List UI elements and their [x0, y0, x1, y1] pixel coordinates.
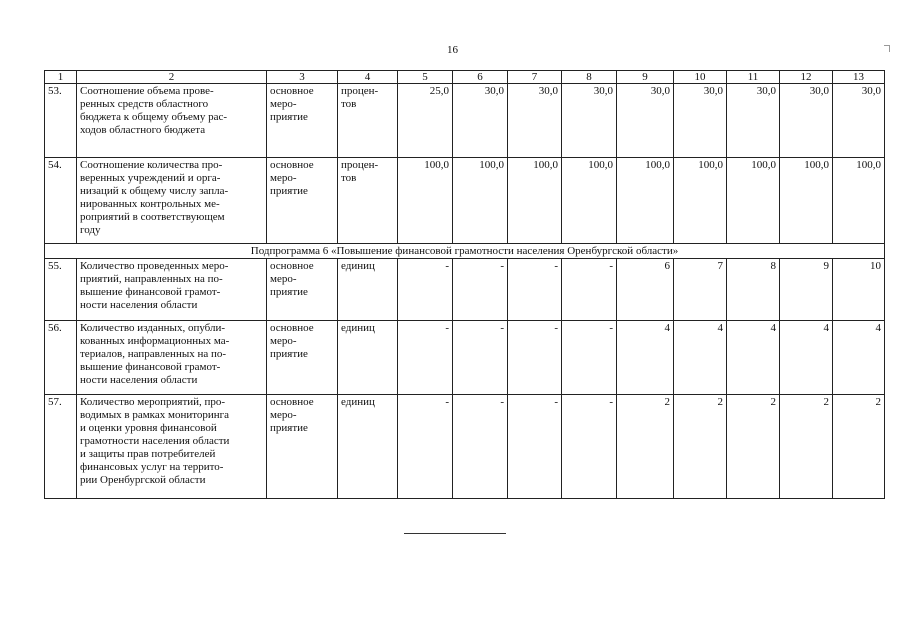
year-value: 2 — [727, 395, 780, 499]
year-value: - — [398, 321, 453, 395]
year-value: - — [453, 321, 508, 395]
column-header: 8 — [562, 71, 617, 84]
year-value: - — [398, 395, 453, 499]
year-value: 7 — [674, 259, 727, 321]
year-value: 100,0 — [453, 158, 508, 244]
table-row — [45, 321, 885, 395]
year-value: 30,0 — [833, 84, 885, 158]
indicator-name: Количество мероприятий, про- водимых в рамках мониторинга и оценки уровня финансовой грамотности населения области и защиты прав потребителей финансовых услуг на террито- рии Оренбургской области — [77, 395, 267, 499]
column-header: 7 — [508, 71, 562, 84]
year-value: 4 — [833, 321, 885, 395]
indicator-name: Соотношение объема прове- ренных средств областного бюджета к общему объему рас- ходов областного бюджета — [77, 84, 267, 158]
year-value: 2 — [780, 395, 833, 499]
unit-of-measure: единиц — [338, 321, 398, 395]
column-header: 9 — [617, 71, 674, 84]
indicator-kind: основное меро- приятие — [267, 259, 338, 321]
year-value: 4 — [617, 321, 674, 395]
year-value: 30,0 — [727, 84, 780, 158]
indicator-kind: основное меро- приятие — [267, 158, 338, 244]
unit-of-measure: процен- тов — [338, 158, 398, 244]
year-value: 4 — [780, 321, 833, 395]
row-number: 56. — [45, 321, 77, 395]
indicator-name: Соотношение количества про- веренных учреждений и орга- низаций к общему числу запла- нированных контрольных ме- роприятий в соответствующем году — [77, 158, 267, 244]
unit-of-measure: единиц — [338, 259, 398, 321]
year-value: 8 — [727, 259, 780, 321]
indicators-table — [44, 70, 885, 499]
row-number: 55. — [45, 259, 77, 321]
table-row — [45, 259, 885, 321]
year-value: 6 — [617, 259, 674, 321]
column-header: 4 — [338, 71, 398, 84]
year-value: 100,0 — [780, 158, 833, 244]
year-value: 100,0 — [508, 158, 562, 244]
page-number: 16 — [447, 44, 458, 56]
year-value: 2 — [617, 395, 674, 499]
year-value: 10 — [833, 259, 885, 321]
table-row — [45, 395, 885, 499]
year-value: 4 — [727, 321, 780, 395]
year-value: 100,0 — [674, 158, 727, 244]
unit-of-measure: единиц — [338, 395, 398, 499]
column-header: 2 — [77, 71, 267, 84]
column-header: 13 — [833, 71, 885, 84]
column-header: 5 — [398, 71, 453, 84]
row-number: 53. — [45, 84, 77, 158]
table-row — [45, 84, 885, 158]
year-value: - — [453, 395, 508, 499]
year-value: 30,0 — [617, 84, 674, 158]
year-value: 25,0 — [398, 84, 453, 158]
table-row — [45, 158, 885, 244]
indicator-kind: основное меро- приятие — [267, 395, 338, 499]
year-value: 100,0 — [398, 158, 453, 244]
indicator-name: Количество изданных, опубли- кованных информационных ма- териалов, направленных на по- вышение финансовой грамот- ности населения области — [77, 321, 267, 395]
column-header: 6 — [453, 71, 508, 84]
year-value: 2 — [674, 395, 727, 499]
year-value: 30,0 — [674, 84, 727, 158]
year-value: - — [508, 395, 562, 499]
year-value: 30,0 — [562, 84, 617, 158]
scan-mark — [889, 46, 890, 52]
year-value: - — [562, 321, 617, 395]
year-value: - — [453, 259, 508, 321]
column-header: 11 — [727, 71, 780, 84]
year-value: 100,0 — [833, 158, 885, 244]
year-value: 30,0 — [780, 84, 833, 158]
indicator-kind: основное меро- приятие — [267, 321, 338, 395]
year-value: - — [398, 259, 453, 321]
column-header: 10 — [674, 71, 727, 84]
year-value: 30,0 — [453, 84, 508, 158]
subprogram-title: Подпрограмма 6 «Повышение финансовой грамотности населения Оренбургской области» — [45, 244, 885, 259]
year-value: - — [562, 259, 617, 321]
year-value: - — [508, 259, 562, 321]
column-header: 12 — [780, 71, 833, 84]
unit-of-measure: процен- тов — [338, 84, 398, 158]
header-row — [45, 71, 885, 84]
section-row — [45, 244, 885, 259]
row-number: 54. — [45, 158, 77, 244]
year-value: 2 — [833, 395, 885, 499]
year-value: 100,0 — [727, 158, 780, 244]
indicator-name: Количество проведенных меро- приятий, направленных на по- вышение финансовой грамот- ности населения области — [77, 259, 267, 321]
year-value: 4 — [674, 321, 727, 395]
indicator-kind: основное меро- приятие — [267, 84, 338, 158]
row-number: 57. — [45, 395, 77, 499]
year-value: - — [562, 395, 617, 499]
year-value: 100,0 — [617, 158, 674, 244]
column-header: 1 — [45, 71, 77, 84]
year-value: 100,0 — [562, 158, 617, 244]
year-value: 30,0 — [508, 84, 562, 158]
table-body — [45, 71, 885, 499]
year-value: 9 — [780, 259, 833, 321]
year-value: - — [508, 321, 562, 395]
footer-divider — [404, 533, 506, 534]
column-header: 3 — [267, 71, 338, 84]
